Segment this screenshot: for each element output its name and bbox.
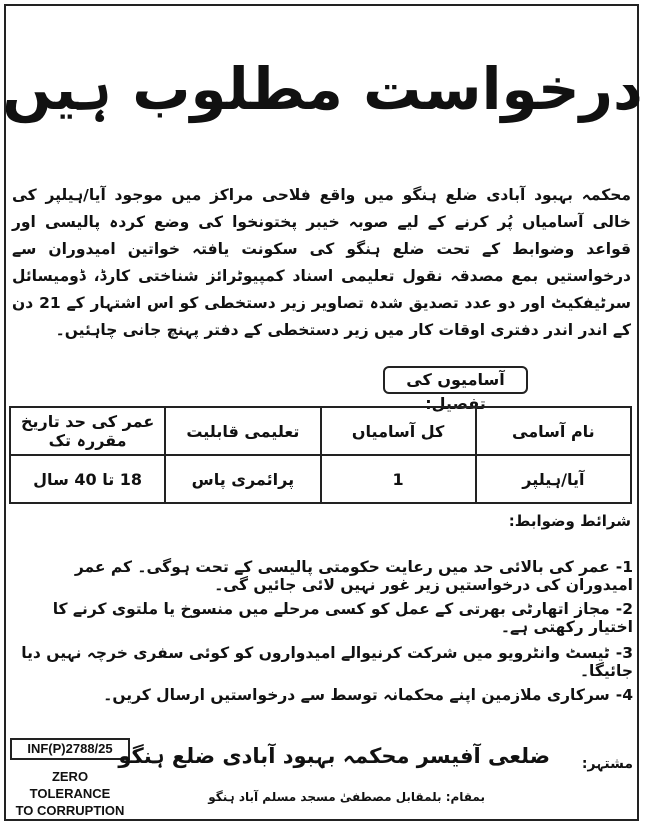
posts-details-label: آسامیوں کی تفصیل: (383, 366, 528, 394)
cell-qualification: پرائمری پاس (165, 455, 320, 503)
table-header-row (10, 407, 631, 455)
term-item-4 (13, 686, 633, 704)
page-title: درخواست مطلوب ہیں (2, 55, 643, 123)
term-text: سرکاری ملازمین اپنے محکمانہ توسط سے درخواستیں ارسال کریں۔ (103, 686, 610, 704)
publisher-label: مشتہر: (581, 756, 633, 772)
header-age-limit: عمر کی حد تاریخ مقررہ تک (10, 407, 165, 455)
term-item-2 (13, 600, 633, 636)
posts-table (9, 406, 632, 504)
term-text: ٹیسٹ وانٹرویو میں شرکت کرنیوالے امیدواروں کو کوئی سفری خرچہ نہیں دیا جائیگا۔ (21, 644, 633, 680)
table-row (10, 455, 631, 503)
cell-age-limit: 18 تا 40 سال (10, 455, 165, 503)
term-text: مجاز اتھارٹی بھرتی کے عمل کو کسی مرحلے میں منسوخ یا ملتوی کرنے کا اختیار رکھتی ہے۔ (52, 600, 633, 636)
term-number: 4- (615, 686, 633, 704)
publisher-address: بمقام: بلمقابل مصطفیٰ مسجد مسلم آباد ہنگو (208, 790, 485, 804)
intro-paragraph: محکمہ بہبود آبادی ضلع ہنگو میں واقع فلاحی مراکز میں موجود آیا/ہیلپر کی خالی آسامیاں پُر کرنے کے لیے صوبہ خیبر پختونخوا کی وضع کردہ پالیسی اور قواعد وضوابط کے تحت ضلع ہنگو کی سکونت یافتہ خواتین امیدوران سے درخواستیں بمع مصدقہ نقول تعلیمی اسناد کمپیوٹرائز شناختی کارڈ، ڈومیسائل سرٹیفکیٹ اور دو عدد تصدیق شدہ تصاویر زیر دستخطی کو اس اشتہار کے 21 دن کے اندر اندر دفتری اوقات کار میں زیر دستخطی کے دفتر پہنچ جانی چاہئیں۔ (12, 186, 631, 339)
cell-post-name: آیا/ہیلپر (476, 455, 631, 503)
term-item-3 (13, 644, 633, 680)
inf-reference: INF(P)2788/25 (10, 738, 130, 760)
term-number: 3- (615, 644, 633, 662)
term-text: عمر کی بالائی حد میں رعایت حکومتی پالیسی کے تحت ہوگی۔ کم عمر امیدوران کی درخواستیں زیر غور نہیں لائی جائیں گی۔ (74, 558, 633, 594)
header-total-posts: کل آسامیاں (321, 407, 476, 455)
term-number: 1- (615, 558, 633, 576)
zero-tolerance-line-1: ZERO TOLERANCE (29, 769, 111, 801)
terms-title: شرائط وضوابط: (508, 512, 631, 530)
term-number: 2- (615, 600, 633, 618)
zero-tolerance-notice (10, 768, 130, 819)
cell-total-posts: 1 (321, 455, 476, 503)
header-qualification: تعلیمی قابلیت (165, 407, 320, 455)
publisher-office: ضلعی آفیسر محکمہ بہبود آبادی ضلع ہنگو (118, 744, 550, 768)
zero-tolerance-line-2: TO CORRUPTION (15, 803, 125, 818)
header-post-name: نام آسامی (476, 407, 631, 455)
term-item-1 (13, 558, 633, 594)
